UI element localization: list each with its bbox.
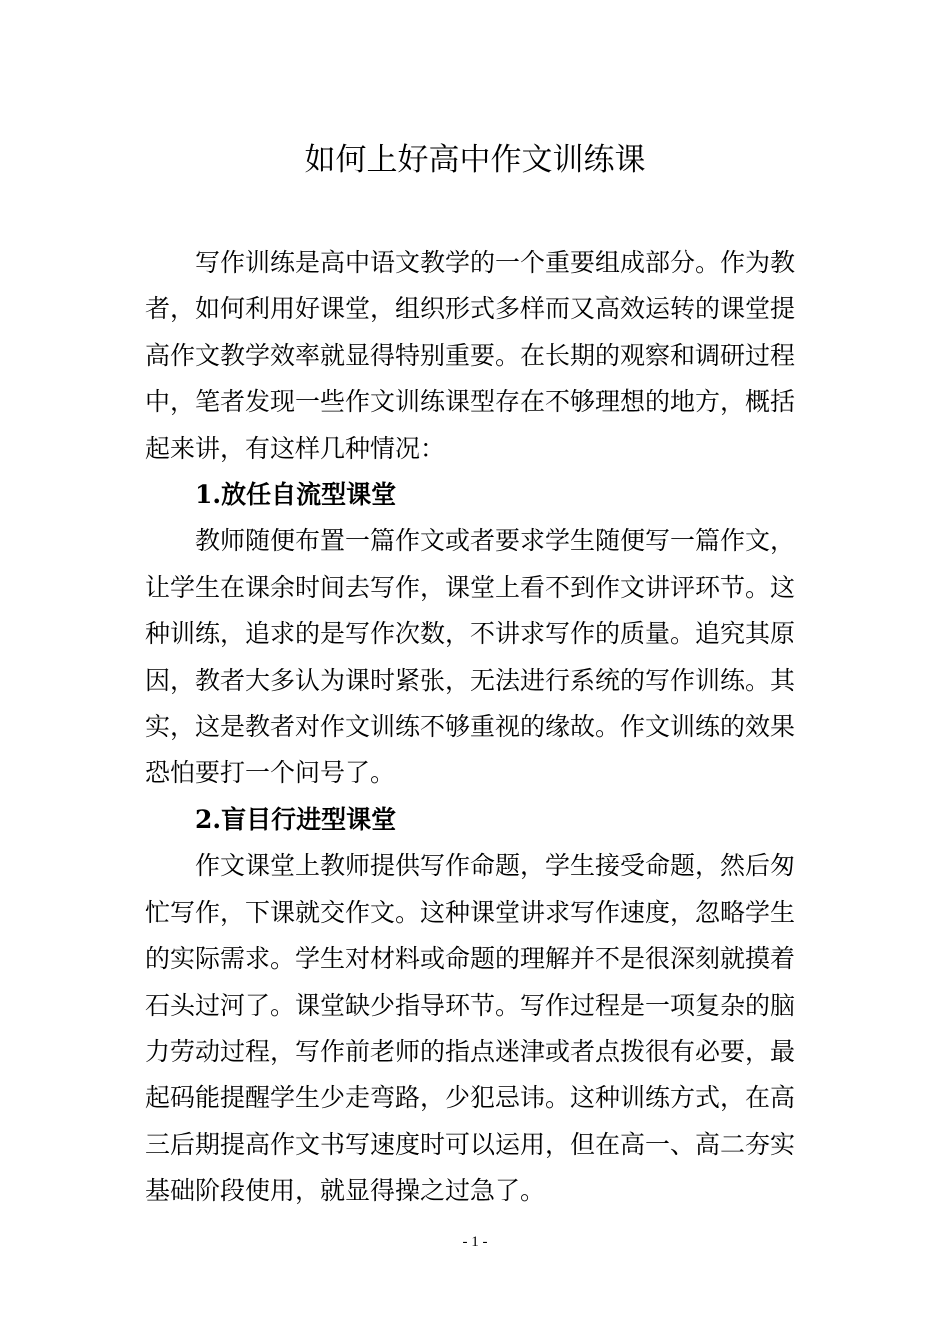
paragraph-line: 写作训练是高中语文教学的一个重要组成部分。作为教	[195, 248, 796, 277]
paragraph-line: 中，笔者发现一些作文训练课型存在不够理想的地方，概括	[145, 387, 796, 417]
section-paragraph	[145, 518, 809, 796]
paragraph-line: 作文课堂上教师提供写作命题，学生接受命题，然后匆	[195, 851, 796, 881]
paragraph-line: 教师随便布置一篇作文或者要求学生随便写一篇作文，	[195, 526, 796, 556]
paragraph-line: 三后期提高作文书写速度时可以运用，但在高一、高二夯实	[145, 1129, 796, 1159]
paragraph-line: 起来讲，有这样几种情况：	[145, 433, 446, 463]
document-body	[145, 240, 809, 1215]
section-heading: 2.盲目行进型课堂	[195, 804, 397, 834]
paragraph-line: 起码能提醒学生少走弯路，少犯忌讳。这种训练方式，在高	[145, 1083, 796, 1113]
paragraph-line: 因，教者大多认为课时紧张，无法进行系统的写作训练。其	[145, 665, 796, 695]
section-paragraph	[145, 843, 809, 1214]
intro-paragraph	[145, 240, 809, 472]
section-heading: 1.放任自流型课堂	[195, 480, 397, 510]
page-number: - 1 -	[462, 1234, 488, 1250]
paragraph-line: 种训练，追求的是写作次数，不讲求写作的质量。追究其原	[145, 619, 796, 649]
paragraph-line: 让学生在课余时间去写作，课堂上看不到作文讲评环节。这	[145, 572, 796, 602]
paragraph-line: 力劳动过程，写作前老师的指点迷津或者点拨很有必要，最	[145, 1036, 796, 1066]
paragraph-line: 恐怕要打一个问号了。	[145, 758, 396, 788]
paragraph-line: 的实际需求。学生对材料或命题的理解并不是很深刻就摸着	[145, 944, 796, 974]
paragraph-line: 高作文教学效率就显得特别重要。在长期的观察和调研过程	[145, 340, 796, 370]
paragraph-line: 忙写作，下课就交作文。这种课堂讲求写作速度，忽略学生	[145, 897, 796, 927]
paragraph-line: 石头过河了。课堂缺少指导环节。写作过程是一项复杂的脑	[145, 990, 796, 1020]
paragraph-line: 者，如何利用好课堂，组织形式多样而又高效运转的课堂提	[145, 294, 796, 324]
paragraph-line: 实，这是教者对作文训练不够重视的缘故。作文训练的效果	[145, 712, 796, 742]
document-title: 如何上好高中作文训练课	[304, 142, 646, 178]
paragraph-line: 基础阶段使用，就显得操之过急了。	[145, 1176, 546, 1206]
